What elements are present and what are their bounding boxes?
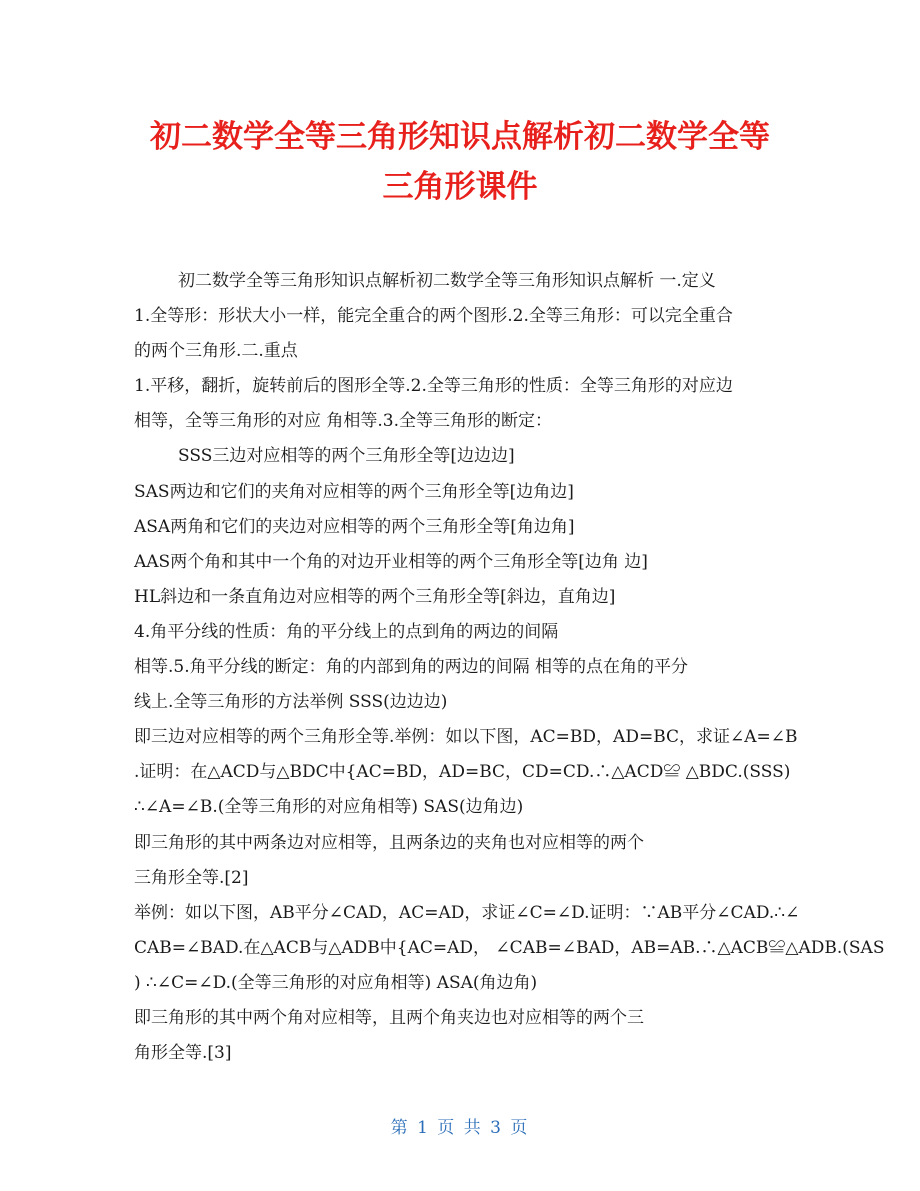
- page-number-indicator: 第 1 页 共 3 页: [390, 1118, 530, 1138]
- paragraph-line: SSS三边对应相等的两个三角形全等[边边边]: [178, 446, 515, 467]
- paragraph-line: ) ∴∠C=∠D.(全等三角形的对应角相等) ASA(角边角): [134, 972, 538, 993]
- paragraph-line: AAS两个角和其中一个角的对边开业相等的两个三角形全等[边角 边]: [134, 551, 648, 572]
- paragraph-line: 举例：如以下图，AB平分∠CAD，AC=AD，求证∠C=∠D.证明：∵AB平分∠CAD.∴∠: [134, 902, 800, 923]
- title-line-1: 初二数学全等三角形知识点解析初二数学全等: [150, 119, 770, 155]
- paragraph-line: 即三角形的其中两条边对应相等，且两条边的夹角也对应相等的两个: [134, 832, 644, 853]
- paragraph-line: 即三角形的其中两个角对应相等，且两个角夹边也对应相等的两个三: [134, 1007, 644, 1028]
- title-line-2: 三角形课件: [382, 169, 538, 205]
- paragraph-line: SAS两边和它们的夹角对应相等的两个三角形全等[边角边]: [134, 481, 574, 502]
- document-title: [120, 112, 800, 212]
- paragraph-line: 相等.5.角平分线的断定：角的内部到角的两边的间隔 相等的点在角的平分: [134, 657, 689, 678]
- document-body: [134, 264, 885, 1071]
- paragraph-line: HL斜边和一条直角边对应相等的两个三角形全等[斜边，直角边]: [134, 586, 616, 607]
- paragraph-line: 即三边对应相等的两个三角形全等.举例：如以下图，AC=BD，AD=BC，求证∠A=∠B: [134, 727, 798, 748]
- page-footer: [0, 1113, 920, 1138]
- paragraph-line: 相等，全等三角形的对应 角相等.3.全等三角形的断定：: [134, 411, 553, 432]
- paragraph-line: 1.全等形：形状大小一样，能完全重合的两个图形.2.全等三角形：可以完全重合: [134, 306, 733, 327]
- paragraph-line: CAB=∠BAD.在△ACB与△ADB中{AC=AD， ∠CAB=∠BAD，AB=AB.∴△ACB≌△ADB.(SAS: [134, 937, 885, 958]
- paragraph-line: .证明：在△ACD与△BDC中{AC=BD，AD=BC，CD=CD.∴△ACD≌ △BDC.(SSS): [134, 762, 791, 783]
- paragraph-line: 初二数学全等三角形知识点解析初二数学全等三角形知识点解析 一.定义: [178, 271, 716, 291]
- paragraph-line: 的两个三角形.二.重点: [134, 341, 298, 362]
- paragraph-line: 4.角平分线的性质：角的平分线上的点到角的两边的间隔: [134, 621, 559, 642]
- paragraph-line: 三角形全等.[2]: [134, 867, 249, 888]
- paragraph-line: ASA两角和它们的夹边对应相等的两个三角形全等[角边角]: [134, 516, 575, 537]
- paragraph-line: 1.平移，翻折，旋转前后的图形全等.2.全等三角形的性质：全等三角形的对应边: [134, 376, 733, 397]
- paragraph-line: 线上.全等三角形的方法举例 SSS(边边边): [134, 692, 448, 713]
- paragraph-line: 角形全等.[3]: [134, 1043, 232, 1064]
- paragraph-line: ∴∠A=∠B.(全等三角形的对应角相等) SAS(边角边): [134, 797, 524, 818]
